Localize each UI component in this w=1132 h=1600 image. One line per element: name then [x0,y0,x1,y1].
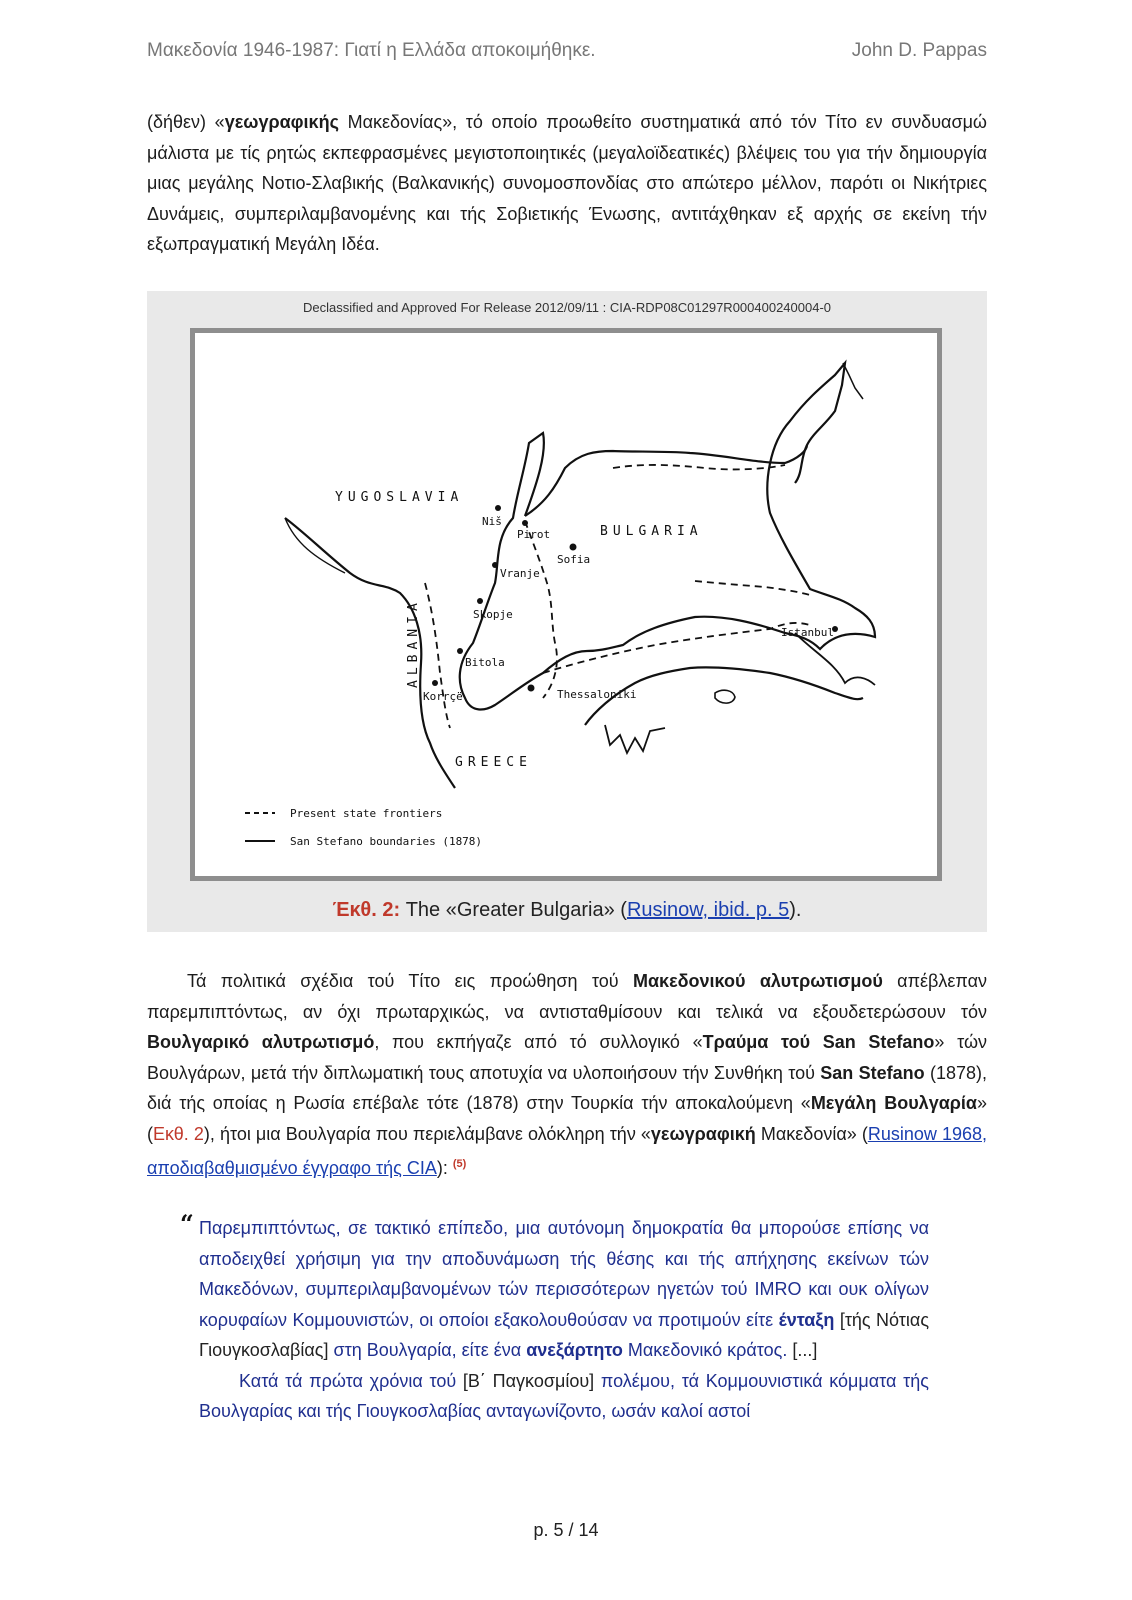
text-run: Μακεδονίας», τό οποίο προωθείτο συστηματικά από τόν Τίτο εν συνδυασμώ μάλιστα με τίς ρητώς εκπεφρασμένες μεγιστοποιητικές (μεγαλοϊδεατικές) βλέψεις του για τήν δημιουργία μιας μεγάλης Νοτιο-Σλαβικής (Βαλκανικής) συνομοσπονδίας στο απώτερο μέλλον, παρότι οι Νικήτριες Δυνάμεις, συμπεριλαμβανομένης και τής Σοβιετικής Ένωσης, αντιτάχθηκαν εξ αρχής σε εκείνη τήν εξωπραγματική Μεγάλη Ιδέα. [147,112,987,254]
city-dot-skopje [477,598,483,604]
greater-bulgaria-map [195,333,937,876]
cia-document-link[interactable]: Rusinow 1968, αποδιαβαθμισμένο έγγραφο τής CIA [147,1123,987,1178]
caption-link[interactable]: Rusinow, ibid. p. 5 [626,899,790,921]
city-dot-korce [432,680,438,686]
text-run: απέβλεπαν παρεμπιπτόντως, αν όχι πρωταρχικώς, να αντισταθμίσουν και τελικά να εξουδετερώσουν τόν [147,971,987,1022]
present-frontier-bulgaria-greece [543,623,810,673]
label-albania: ALBANIA [406,598,421,688]
quote-paragraph-2 [199,1366,929,1427]
label-bulgaria: BULGARIA [600,524,703,539]
present-frontier-bulgaria-yugoslavia [525,521,557,698]
caption-tag: Έκθ. 2 [332,899,394,921]
label-bitola: Bitola [465,656,505,669]
text-run: ): [436,1158,453,1178]
city-dot-bitola [457,648,463,654]
legend-present-frontiers: Present state frontiers [290,807,443,820]
quote-mark: “ [180,1209,194,1238]
caption-text: The «Greater Bulgaria» ( [400,899,627,921]
text-run: » ( [147,1093,987,1144]
bold-text: Βουλγαρικό αλυτρωτισμό [147,1032,375,1052]
block-quote [180,1209,929,1427]
text-run: Τά πολιτικά σχέδια τού Τίτο εις προώθηση τού [187,971,633,991]
thasos-island [715,690,735,703]
chalkidiki-peninsula [605,725,665,753]
declassified-stamp: Declassified and Approved For Release 2012/09/11 : CIA-RDP08C01297R000400240004-0 [302,300,832,315]
northern-border [525,445,807,516]
label-yugoslavia: YUGOSLAVIA [335,490,464,505]
text-run: στη Βουλγαρία, είτε ένα [328,1340,527,1360]
label-thessaloniki: Thessaloniki [557,688,637,701]
text-run: Μακεδονία» ( [755,1123,868,1144]
bold-text: Μακεδονικού αλυτρωτισμού [632,971,883,991]
bold-text: ένταξη [778,1309,835,1330]
author-name: John D. Pappas [851,40,987,61]
text-run: Παρεμπιπτόντως, σε τακτικό επίπεδο, μια αυτόνομη δημοκρατία θα μπορούσε επίσης να αποδειχθεί χρήσιμη για την αποδυνάμωση τής θέσης και τής απήχησης εκείνων τών Μακεδόνων, συμπεριλαμβανομένων τών περισσότερων ηγετών τού IMRO και ουκ ολίγων κορυφαίων Κομμουνιστών, οι οποίοι εξακολουθούσαν να προτιμούν είτε [199,1218,929,1330]
page-header [147,40,987,70]
bold-text: ανεξάρτητο [526,1340,623,1360]
label-skopje: Skopje [473,608,513,621]
legend-san-stefano: San Stefano boundaries (1878) [290,835,483,848]
caption-colon: : [393,899,401,921]
text-run: (1878), διά τής οποίας η Ρωσία επέβαλε τότε (1878) στην Τουρκία τήν αποκαλούμενη « [147,1062,987,1113]
text-run: , που εκπήγαζε από τό συλλογικό « [374,1032,703,1052]
city-dot-nis [495,505,501,511]
city-dot-vranje [492,562,498,568]
ellipsis: [...] [787,1340,818,1360]
present-frontier-albania [425,583,450,728]
exhibit-reference[interactable]: Εκθ. 2 [153,1123,204,1144]
label-istanbul: Istanbul [781,626,834,639]
document-title: Μακεδονία 1946-1987: Γιατί η Ελλάδα αποκοιμήθηκε. [147,40,596,61]
text-run: Κατά τά πρώτα χρόνια τού [239,1370,463,1391]
present-frontier-danube [613,465,785,469]
editorial-insert: [Β΄ Παγκοσμίου] [462,1370,595,1391]
figure-caption [147,899,987,922]
present-frontier-turkey [695,581,810,595]
editorial-insert: [τής Νότιας Γιουγκοσλαβίας] [199,1309,929,1360]
caption-end: ). [789,899,802,921]
text-run: Μακεδονικό κράτος. [622,1340,788,1360]
paragraph-tito-plans [147,966,987,1184]
label-sofia: Sofia [557,553,591,566]
city-dot-sofia [570,544,577,551]
text-run: » τών Βουλγάρων, μετά τήν διπλωματική τους αποτυχία να υλοποιήσουν τήν Συνθήκη τού [147,1032,988,1083]
label-nis: Niš [482,515,502,528]
page-number: p. 5 / 14 [533,1520,599,1540]
text-run: (δήθεν) « [147,112,225,132]
label-pirot: Pirot [517,528,551,541]
bold-text: Μεγάλη Βουλγαρία [810,1093,977,1113]
map-frame [190,328,942,881]
adriatic-coast [285,518,455,788]
bold-text: γεωγραφική [650,1123,756,1144]
figure-map [147,291,987,932]
danube-river [843,363,863,399]
footnote-ref[interactable]: (5) [452,1158,467,1170]
bold-text: San Stefano [820,1062,925,1083]
city-dot-pirot [522,520,528,526]
text-run: πολέμου, τά Κομμουνιστικά κόμματα τής Βουλγαρίας και τής Γιουγκοσλαβίας ανταγωνίζοντο, ωσάν καλοί αστοί [199,1370,929,1421]
quote-paragraph-1 [199,1213,929,1366]
text-run: ), ήτοι μια Βουλγαρία που περιελάμβανε ολόκληρη τήν « [203,1123,651,1144]
bold-text: γεωγραφικής [224,112,339,132]
label-korce: Korrçë [423,690,463,703]
label-greece: GREECE [455,755,532,770]
paragraph-intro [147,107,987,260]
city-dot-thessaloniki [528,685,535,692]
label-vranje: Vranje [500,567,540,580]
bold-text: Τραύμα τού San Stefano [702,1032,935,1052]
